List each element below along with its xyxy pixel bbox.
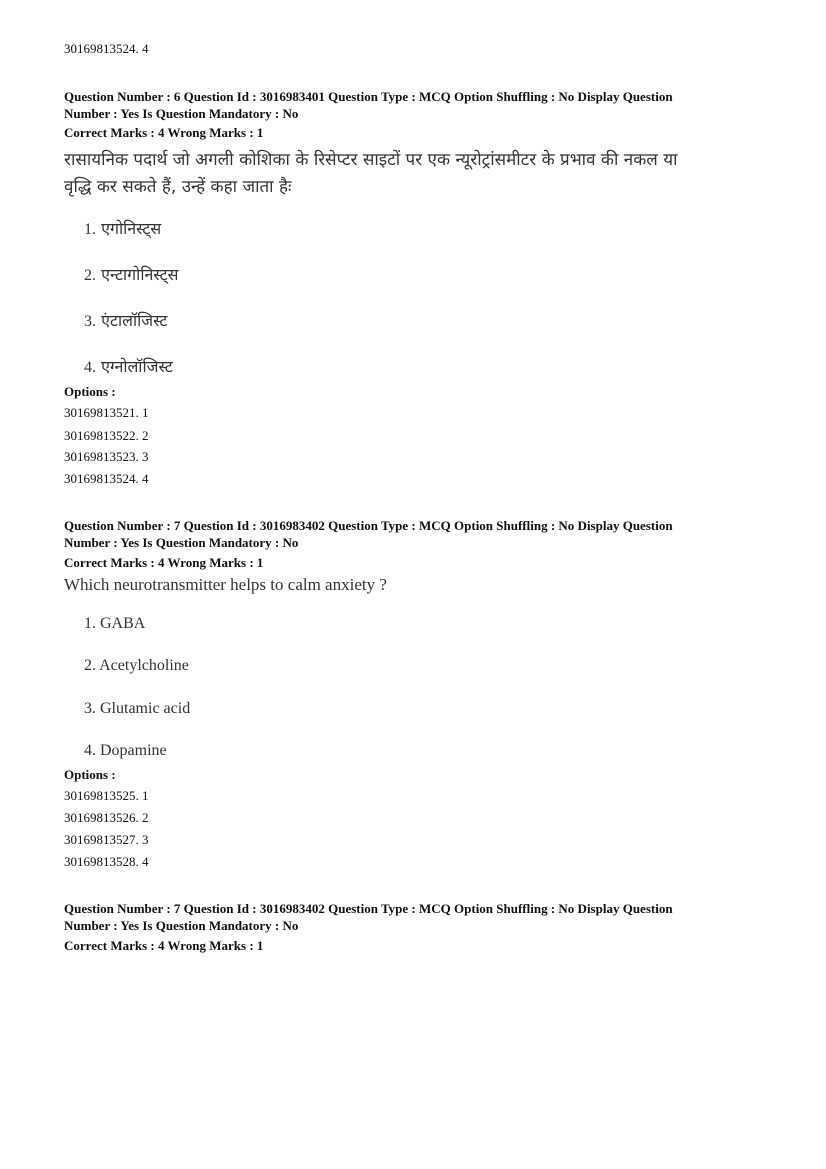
question-marks-line: Correct Marks : 4 Wrong Marks : 1 bbox=[64, 125, 264, 140]
option-id-3: 30169813523. 3 bbox=[64, 449, 149, 464]
choice-2 bbox=[84, 656, 189, 676]
question-marks-line: Correct Marks : 4 Wrong Marks : 1 bbox=[64, 938, 264, 953]
choice-4 bbox=[84, 357, 173, 378]
question-meta-line-1: Question Number : 7 Question Id : 3016983402 Question Type : MCQ Option Shuffling : No Display Question bbox=[64, 901, 673, 916]
option-id-3: 30169813527. 3 bbox=[64, 832, 149, 847]
option-id-4: 30169813524. 4 bbox=[64, 471, 149, 486]
option-id-1: 30169813521. 1 bbox=[64, 405, 149, 420]
choice-text: Glutamic acid bbox=[100, 700, 191, 717]
previous-option-id: 30169813524. 4 bbox=[64, 41, 149, 56]
question-meta-line-2: Number : Yes Is Question Mandatory : No bbox=[64, 535, 299, 550]
choice-text: एग्नोलॉजिस्ट bbox=[101, 357, 173, 376]
choice-text: एन्टागोनिस्ट्स bbox=[101, 265, 179, 284]
choice-2 bbox=[84, 265, 178, 286]
choice-number: 3. bbox=[84, 313, 96, 330]
question-text-line-1: रासायनिक पदार्थ जो अगली कोशिका के रिसेप्टर साइटों पर एक न्यूरोट्रांसमीटर के प्रभाव की नकल या bbox=[64, 150, 678, 170]
choice-number: 2. bbox=[84, 657, 96, 674]
option-id-2: 30169813526. 2 bbox=[64, 810, 149, 825]
question-meta-line-2: Number : Yes Is Question Mandatory : No bbox=[64, 106, 299, 121]
options-label: Options : bbox=[64, 384, 116, 399]
options-label: Options : bbox=[64, 767, 116, 782]
choice-3 bbox=[84, 699, 190, 719]
choice-4 bbox=[84, 741, 167, 761]
question-meta-line-1: Question Number : 7 Question Id : 3016983402 Question Type : MCQ Option Shuffling : No Display Question bbox=[64, 518, 673, 533]
question-text-line-2: वृद्धि कर सकते हैं, उन्हें कहा जाता हैः bbox=[64, 177, 292, 197]
choice-text: Dopamine bbox=[100, 742, 167, 759]
choice-text: एंटालॉजिस्ट bbox=[101, 311, 168, 330]
choice-number: 3. bbox=[84, 700, 96, 717]
choice-number: 4. bbox=[84, 742, 96, 759]
question-meta-line-1: Question Number : 6 Question Id : 3016983401 Question Type : MCQ Option Shuffling : No Display Question bbox=[64, 89, 673, 104]
option-id-1: 30169813525. 1 bbox=[64, 788, 149, 803]
question-meta-line-2: Number : Yes Is Question Mandatory : No bbox=[64, 918, 299, 933]
choice-3 bbox=[84, 311, 167, 332]
choice-1 bbox=[84, 219, 161, 240]
question-text: Which neurotransmitter helps to calm anxiety ? bbox=[64, 575, 387, 594]
choice-text: GABA bbox=[100, 615, 146, 632]
choice-number: 2. bbox=[84, 267, 96, 284]
choice-number: 1. bbox=[84, 615, 96, 632]
choice-number: 4. bbox=[84, 359, 96, 376]
option-id-4: 30169813528. 4 bbox=[64, 854, 149, 869]
option-id-2: 30169813522. 2 bbox=[64, 428, 149, 443]
question-marks-line: Correct Marks : 4 Wrong Marks : 1 bbox=[64, 555, 264, 570]
choice-1 bbox=[84, 614, 145, 634]
choice-number: 1. bbox=[84, 221, 96, 238]
choice-text: एगोनिस्ट्स bbox=[101, 219, 162, 238]
choice-text: Acetylcholine bbox=[99, 657, 189, 674]
